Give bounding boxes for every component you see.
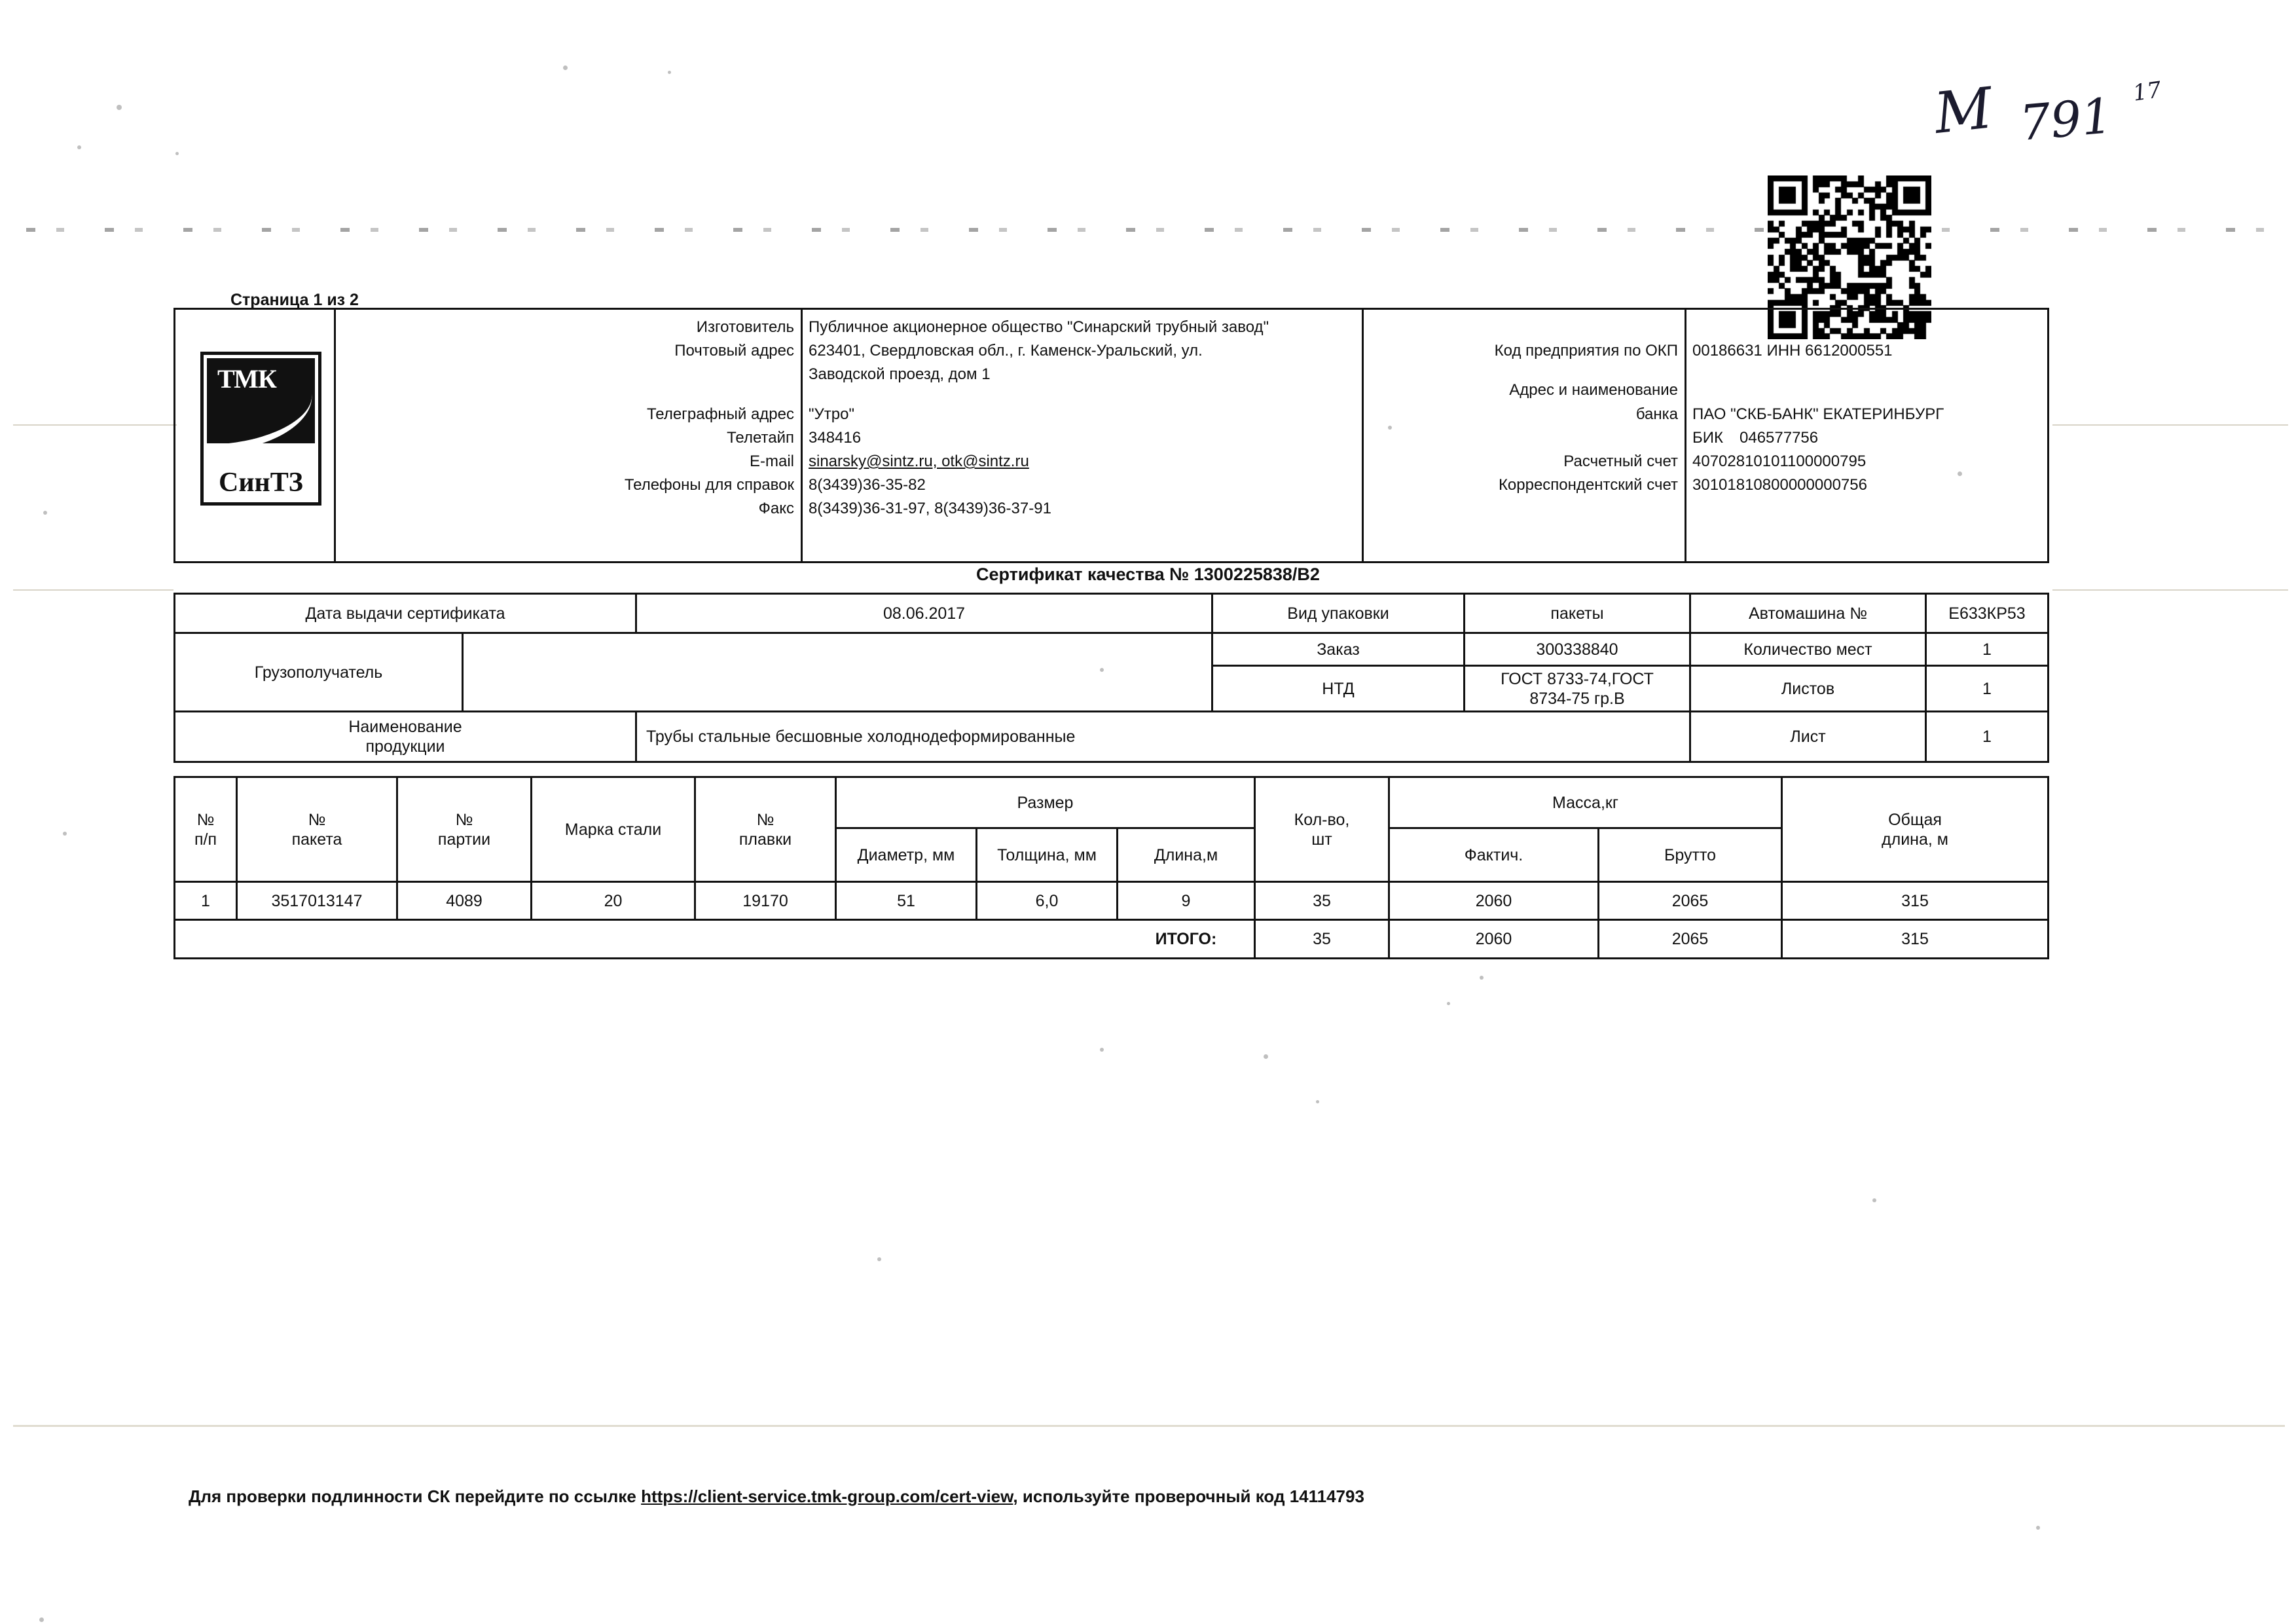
scan-speck (43, 511, 47, 515)
label-correspondent-account: Корреспондентский счет (1498, 476, 1678, 494)
scan-speck (1100, 1048, 1104, 1052)
faint-rule (2052, 589, 2288, 591)
label-email: E-mail (749, 452, 794, 470)
header-length: Длина,м (1118, 829, 1256, 883)
value-certificate-date: 08.06.2017 (637, 595, 1213, 634)
value-postal-address-line1: 623401, Свердловская обл., г. Каменск-Уральский, ул. (809, 342, 1203, 360)
scan-speck (668, 71, 671, 74)
header-package-line1: № (308, 810, 326, 829)
header-package-line2: пакета (291, 830, 342, 849)
faint-rule (2052, 424, 2288, 426)
label-postal-address: Почтовый адрес (674, 342, 794, 360)
logo-cell (175, 310, 336, 561)
scan-speck (175, 152, 179, 155)
label-fax: Факс (758, 500, 794, 517)
logo-top-panel (207, 358, 315, 443)
table-row-cell-mass-gross: 2065 (1599, 883, 1783, 921)
label-manufacturer: Изготовитель (696, 318, 794, 336)
faint-rule (13, 1425, 2285, 1427)
value-fax: 8(3439)36-31-97, 8(3439)36-37-91 (809, 500, 1051, 517)
table-row-cell-total-length: 315 (1783, 883, 2047, 921)
table-row-cell-steel-grade: 20 (532, 883, 696, 921)
scan-speck (63, 832, 67, 836)
table-row-cell-mass-actual: 2060 (1390, 883, 1599, 921)
header-quantity-line1: Кол-во, (1294, 810, 1350, 829)
header-block (173, 308, 2049, 563)
header-mass-actual: Фактич. (1390, 829, 1599, 883)
header-row-no (175, 778, 238, 883)
label-product-name-line2: продукции (365, 737, 445, 756)
label-packaging-type: Вид упаковки (1213, 595, 1465, 634)
value-places-count: 1 (1927, 634, 2047, 667)
value-settlement-account: 40702810101100000795 (1692, 452, 1867, 470)
label-certificate-date: Дата выдачи сертификата (175, 595, 637, 634)
value-consignee (464, 634, 1213, 712)
header-steel-grade: Марка стали (532, 778, 696, 883)
label-teletype: Телетайп (727, 429, 794, 447)
header-heat-line2: плавки (738, 830, 792, 849)
tmk-sintz-logo (200, 352, 321, 506)
value-ntd (1465, 667, 1691, 712)
label-vehicle-number: Автомашина № (1691, 595, 1927, 634)
value-sheet: 1 (1982, 728, 1992, 746)
logo-swoosh-icon (213, 388, 315, 443)
scan-speck (1316, 1100, 1319, 1103)
header-batch (398, 778, 532, 883)
label-bank-line1: Адрес и наименование (1509, 381, 1678, 399)
scan-speck (1447, 1002, 1450, 1005)
label-order: Заказ (1213, 634, 1465, 667)
table-row-cell-quantity: 35 (1256, 883, 1390, 921)
table-row-cell-package: 3517013147 (238, 883, 398, 921)
verification-link[interactable]: https://client-service.tmk-group.com/cert-view (641, 1486, 1013, 1506)
faint-rule (13, 589, 173, 591)
label-consignee: Грузополучатель (175, 634, 464, 712)
value-teletype: 348416 (809, 429, 862, 447)
verification-code: 14114793 (1289, 1486, 1364, 1506)
header-mass-gross: Брутто (1599, 829, 1783, 883)
scan-speck (1480, 976, 1484, 980)
label-bank-line2: банка (1635, 405, 1678, 423)
header-total-length-line1: Общая (1888, 810, 1942, 829)
value-bank: ПАО "СКБ-БАНК" ЕКАТЕРИНБУРГ (1692, 405, 1944, 423)
table-row-cell-length: 9 (1118, 883, 1256, 921)
handwritten-superscript: 17 (2131, 77, 2163, 107)
table-row-cell-no: 1 (175, 883, 238, 921)
scan-speck (877, 1257, 881, 1261)
value-phones: 8(3439)36-35-82 (809, 476, 926, 494)
scan-speck (1264, 1054, 1268, 1059)
value-manufacturer: Публичное акционерное общество "Синарский трубный завод" (809, 318, 1269, 336)
label-telegraph-address: Телеграфный адрес (646, 405, 794, 423)
scan-speck (2036, 1526, 2040, 1530)
header-quantity (1256, 778, 1390, 883)
header-batch-line2: партии (437, 830, 491, 849)
product-table (173, 776, 2049, 959)
label-sheets-count: Листов (1691, 667, 1927, 712)
label-okp: Код предприятия по ОКП (1494, 342, 1678, 360)
scan-speck (77, 145, 81, 149)
value-vehicle-number: Е633КР53 (1927, 595, 2047, 634)
label-sheet: Лист (1691, 712, 1927, 761)
info-table (173, 593, 2049, 763)
value-okp: 00186631 ИНН 6612000551 (1692, 342, 1893, 360)
label-bik: БИК (1692, 429, 1723, 447)
label-places-count: Количество мест (1691, 634, 1927, 667)
value-ntd-line2: 8734-75 гр.В (1529, 689, 1625, 708)
value-product-name: Трубы стальные бесшовные холоднодеформированные (637, 712, 1691, 761)
header-package (238, 778, 398, 883)
value-email[interactable]: sinarsky@sintz.ru, otk@sintz.ru (809, 452, 1029, 470)
handwritten-number: 791 (2017, 88, 2115, 152)
scan-speck (117, 105, 122, 110)
header-size-group: Размер (837, 778, 1256, 829)
value-postal-address-line2: Заводской проезд, дом 1 (809, 365, 991, 383)
value-correspondent-account: 30101810800000000756 (1692, 476, 1867, 494)
handwritten-initial: М (1931, 75, 1992, 147)
header-left-divider (801, 310, 803, 561)
value-packaging-type: пакеты (1465, 595, 1691, 634)
header-heat (696, 778, 837, 883)
label-ntd: НТД (1213, 667, 1465, 712)
totals-mass-actual: 2060 (1390, 921, 1599, 957)
totals-quantity: 35 (1256, 921, 1390, 957)
label-phones: Телефоны для справок (624, 476, 794, 494)
value-order: 300338840 (1465, 634, 1691, 667)
header-no-line2: п/п (194, 830, 217, 849)
header-heat-line1: № (756, 810, 774, 829)
header-diameter: Диаметр, мм (837, 829, 977, 883)
table-row-cell-heat: 19170 (696, 883, 837, 921)
header-batch-line1: № (455, 810, 473, 829)
totals-label: ИТОГО: (1118, 921, 1256, 957)
header-quantity-line2: шт (1311, 830, 1332, 849)
label-product-name (175, 712, 637, 761)
logo-tmk-text: ТМК (217, 364, 276, 394)
totals-mass-gross: 2065 (1599, 921, 1783, 957)
scan-speck (563, 65, 568, 70)
header-thickness: Толщина, мм (977, 829, 1118, 883)
value-bik: 046577756 (1740, 429, 1819, 447)
header-total-length (1783, 778, 2047, 883)
header-total-length-line2: длина, м (1882, 830, 1948, 849)
verification-note (189, 1486, 1891, 1507)
totals-total-length: 315 (1901, 930, 1929, 948)
header-company-info (336, 310, 1364, 561)
table-row-cell-batch: 4089 (398, 883, 532, 921)
table-row-cell-thickness: 6,0 (977, 883, 1118, 921)
scan-speck (39, 1617, 44, 1622)
verification-note-prefix: Для проверки подлинности СК перейдите по ссылке (189, 1486, 642, 1506)
header-no-line1: № (196, 810, 215, 829)
value-sheets-count: 1 (1927, 667, 2047, 712)
faint-rule (13, 424, 177, 426)
header-bank-info (1364, 310, 2047, 561)
value-ntd-line1: ГОСТ 8733-74,ГОСТ (1501, 669, 1654, 688)
page-label: Страница 1 из 2 (230, 291, 359, 309)
certificate-title: Сертификат качества № 1300225838/В2 (976, 564, 1320, 584)
value-telegraph-address: "Утро" (809, 405, 854, 423)
scan-speck (1872, 1198, 1876, 1202)
table-row-cell-diameter: 51 (837, 883, 977, 921)
header-mass-group: Масса,кг (1390, 778, 1783, 829)
header-right-divider (1685, 310, 1686, 561)
totals-empty-left (175, 921, 1256, 957)
label-product-name-line1: Наименование (348, 718, 462, 736)
verification-note-middle: , используйте проверочный код (1013, 1486, 1290, 1506)
label-settlement-account: Расчетный счет (1563, 452, 1678, 470)
logo-sintz-text: СинТЗ (219, 468, 303, 498)
